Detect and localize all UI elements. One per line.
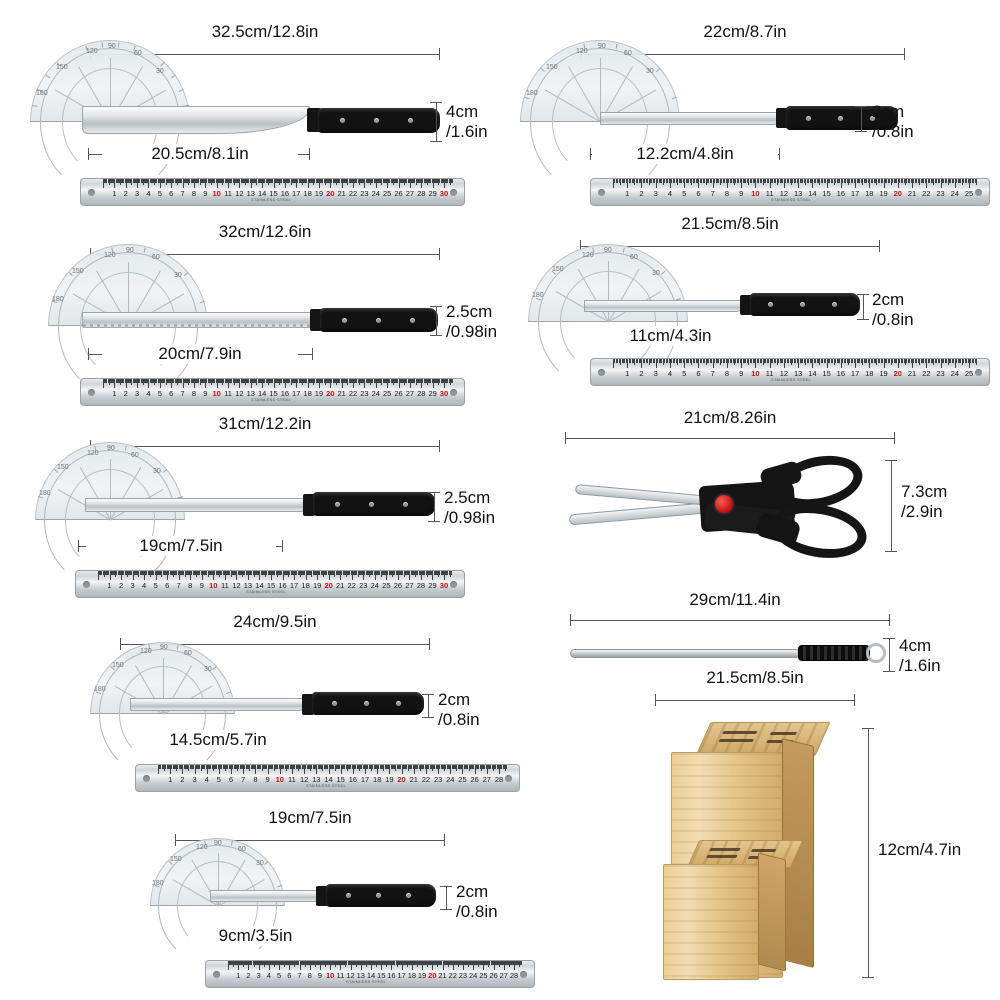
ruler-number: 10 (751, 369, 760, 378)
ruler-tick (452, 379, 453, 383)
sharpening-rod-icon (570, 637, 900, 671)
ruler-number: 8 (188, 581, 193, 590)
dim-line-boning-height (857, 294, 869, 320)
label-slicing-blade: 19cm/7.5in (86, 536, 276, 556)
ruler-number: 12 (232, 581, 241, 590)
label-shears-height: 7.3cm /2.9in (901, 482, 948, 521)
ruler-number: 8 (724, 369, 729, 378)
ruler-number: 19 (879, 189, 888, 198)
ruler-number: 24 (950, 369, 959, 378)
ruler-number: 27 (482, 775, 491, 784)
ruler-number: 6 (169, 189, 174, 198)
ruler-number: 5 (276, 971, 282, 980)
ruler-number: 3 (135, 389, 140, 398)
ruler-number: 17 (850, 189, 860, 198)
ruler-number: 29 (428, 189, 437, 198)
item-bread-knife (30, 218, 498, 402)
ruler-number: 11 (224, 189, 232, 198)
ruler-number: 22 (922, 189, 931, 198)
label-paring-blade: 9cm/3.5in (188, 926, 323, 946)
ruler-number: 10 (212, 189, 221, 198)
ruler-number: 6 (696, 189, 701, 198)
item-steak-knife (520, 18, 974, 202)
ruler-28cm: STAINLESS STEEL 1 2 3 4 5 6 7 8 9 10 11 12 13 14 15 16 17 18 19 20 21 22 23 24 25 26 27 28 (135, 764, 520, 792)
ruler-number: 20 (324, 581, 333, 590)
ruler-number: 17 (289, 581, 299, 590)
ruler-number: 26 (394, 189, 403, 198)
ruler-number: 12 (779, 369, 789, 378)
ruler-number: 14 (366, 971, 376, 980)
ruler-number: 18 (865, 189, 874, 198)
ruler-number: 2 (639, 369, 644, 378)
ruler-number: 15 (377, 971, 386, 980)
ruler-number: 20 (428, 971, 437, 980)
ruler-number: 4 (142, 581, 147, 590)
ruler-tick (506, 765, 507, 769)
ruler-number: 30 (439, 581, 449, 590)
ruler-number: 25 (382, 581, 391, 590)
ruler-number: 1 (168, 775, 173, 784)
ruler-number: 28 (494, 775, 504, 784)
ruler-number: 12 (235, 389, 244, 398)
ruler-number: 10 (751, 189, 760, 198)
ruler-number: 19 (314, 189, 324, 198)
ruler-number: 13 (356, 971, 365, 980)
ruler-number: 2 (123, 389, 128, 398)
ruler-number: 25 (382, 189, 392, 198)
ruler-number: 12 (299, 775, 309, 784)
knife-block-icon (655, 722, 855, 980)
ruler-number: 6 (165, 581, 170, 590)
ruler-number: 30 (439, 189, 449, 198)
ruler-number: 15 (266, 581, 276, 590)
ruler-number: 8 (307, 971, 312, 980)
ruler-number: 21 (907, 189, 917, 198)
ruler-number: 27 (499, 971, 508, 980)
protractor-icon: 180 150 120 90 60 30 (48, 244, 208, 326)
ruler-number: 7 (180, 389, 185, 398)
item-boning-knife (520, 208, 974, 398)
kitchen-shears-icon (565, 455, 895, 565)
ruler-number: 5 (153, 581, 158, 590)
ruler-number: 18 (303, 389, 312, 398)
ruler-number: 7 (176, 581, 181, 590)
ruler-number: 2 (118, 581, 124, 590)
ruler-number: 17 (850, 369, 860, 378)
protractor-icon: 180 150 120 90 60 30 (528, 244, 688, 322)
paring-knife-icon (210, 882, 470, 912)
ruler-number: 21 (337, 189, 346, 198)
ruler-25cm: STAINLESS STEEL 1 2 3 4 5 6 7 8 9 10 11 12 13 14 15 16 17 18 19 20 21 22 23 24 25 (590, 178, 990, 206)
dim-line-shears-length (565, 432, 895, 444)
ruler-number: 22 (421, 775, 431, 784)
ruler-number: 9 (739, 369, 744, 378)
ruler-number: 21 (409, 775, 418, 784)
ruler-25cm: STAINLESS STEEL 1 2 3 4 5 6 7 8 9 10 11 12 13 14 15 16 17 18 19 20 21 22 23 24 25 (590, 358, 990, 386)
ruler-number: 3 (192, 775, 197, 784)
ruler-number: 4 (667, 189, 673, 198)
ruler-number: 16 (836, 369, 845, 378)
ruler-number: 19 (385, 775, 394, 784)
ruler-number: 5 (682, 369, 687, 378)
ruler-number: 1 (112, 189, 117, 198)
label-chef-blade: 20.5cm/8.1in (102, 144, 298, 164)
ruler-number: 3 (130, 581, 135, 590)
ruler-number: 19 (314, 389, 324, 398)
ruler-number: 27 (405, 581, 414, 590)
ruler-30cm: STAINLESS STEEL 1 2 3 4 5 6 7 8 9 10 11 12 13 14 15 16 17 18 19 20 21 22 23 24 25 26 27 28 29 30 (75, 570, 465, 598)
ruler-number: 11 (288, 775, 296, 784)
item-knife-block (600, 668, 962, 1000)
ruler-number: 12 (346, 971, 355, 980)
ruler-number: 9 (203, 189, 208, 198)
ruler-number: 3 (653, 189, 658, 198)
ruler-number: 29 (428, 389, 437, 398)
ruler-number: 28 (509, 971, 519, 980)
ruler-number: 14 (808, 189, 817, 198)
ruler-number: 22 (448, 971, 457, 980)
dim-line-utility-height (422, 694, 434, 718)
item-chef-knife (30, 18, 488, 202)
ruler-number: 16 (280, 189, 290, 198)
dim-line-chef-height (430, 102, 442, 142)
ruler-number: 24 (370, 581, 379, 590)
ruler-number: 17 (292, 389, 301, 398)
ruler-number: 3 (653, 369, 658, 378)
ruler-number: 13 (793, 369, 803, 378)
ruler-number: 7 (180, 189, 185, 198)
item-paring-knife (150, 808, 530, 998)
label-slicing-length: 31cm/12.2in (218, 414, 312, 433)
ruler-30cm: STAINLESS STEEL 1 2 3 4 5 6 7 8 9 10 11 12 13 14 15 16 17 18 19 20 21 22 23 24 25 26 27 28 29 30 (80, 178, 465, 206)
ruler-number: 1 (625, 189, 630, 198)
ruler-number: 8 (191, 189, 197, 198)
ruler-number: 26 (393, 581, 403, 590)
ruler-number: 10 (325, 971, 335, 980)
ruler-number: 5 (157, 389, 162, 398)
ruler-number: 15 (269, 389, 278, 398)
ruler-number: 21 (336, 581, 345, 590)
ruler-number: 18 (865, 369, 874, 378)
ruler-number: 22 (347, 581, 356, 590)
ruler-number: 16 (387, 971, 396, 980)
ruler-number: 20 (397, 775, 406, 784)
ruler-number: 9 (265, 775, 270, 784)
ruler-tick (521, 961, 522, 965)
ruler-number: 9 (199, 581, 204, 590)
ruler-tick (976, 359, 977, 365)
ruler-number: 14 (255, 581, 264, 590)
label-paring-height: 2cm /0.8in (456, 882, 498, 921)
ruler-number: 5 (682, 189, 687, 198)
ruler-number: 21 (337, 389, 346, 398)
ruler-number: 13 (246, 189, 255, 198)
slicing-knife-icon (85, 490, 440, 522)
dim-line-block-height (862, 728, 874, 978)
dim-line-paring-height (440, 886, 452, 910)
ruler-number: 27 (405, 389, 415, 398)
ruler-number: 23 (936, 189, 945, 198)
ruler-number: 29 (428, 581, 437, 590)
label-boning-height: 2cm /0.8in (872, 290, 914, 329)
ruler-number: 9 (317, 971, 323, 980)
ruler-number: 25 (382, 389, 392, 398)
ruler-number: 15 (822, 189, 831, 198)
dim-line-block-width (655, 694, 855, 706)
ruler-number: 15 (822, 369, 831, 378)
ruler-number: 2 (639, 189, 644, 198)
ruler-number: 16 (836, 189, 845, 198)
ruler-number: 5 (216, 775, 221, 784)
ruler-number: 23 (359, 581, 368, 590)
label-steak-blade: 12.2cm/4.8in (592, 144, 778, 164)
ruler-number: 22 (922, 369, 931, 378)
ruler-number: 26 (470, 775, 479, 784)
label-paring-length: 19cm/7.5in (268, 808, 352, 827)
dim-line-steak-height (855, 106, 867, 132)
ruler-number: 28 (417, 389, 426, 398)
ruler-number: 24 (371, 389, 380, 398)
ruler-number: 6 (228, 775, 234, 784)
ruler-number: 4 (667, 369, 673, 378)
ruler-number: 19 (879, 369, 888, 378)
ruler-number: 14 (808, 369, 817, 378)
protractor-icon: 180 150 120 90 60 30 (150, 838, 285, 906)
ruler-number: 20 (893, 189, 902, 198)
ruler-number: 6 (287, 971, 292, 980)
ruler-number: 8 (191, 389, 197, 398)
label-block-width: 21.5cm/8.5in (706, 668, 804, 687)
ruler-number: 5 (157, 189, 162, 198)
dim-line-shears-height (885, 460, 897, 552)
label-rod-length: 29cm/11.4in (689, 590, 781, 609)
ruler-number: 24 (468, 971, 478, 980)
ruler-number: 26 (489, 971, 498, 980)
ruler-number: 26 (394, 389, 403, 398)
ruler-number: 7 (710, 369, 715, 378)
ruler-number: 25 (458, 775, 467, 784)
label-boning-blade: 11cm/4.3in (588, 326, 753, 346)
ruler-number: 23 (458, 971, 468, 980)
ruler-tick (976, 179, 977, 185)
ruler-number: 16 (278, 581, 287, 590)
dim-line-rod-length (570, 614, 890, 626)
label-steak-height: 2cm /0.8in (872, 102, 914, 141)
label-bread-length: 32cm/12.6in (218, 222, 312, 241)
protractor-icon: 180 150 120 90 60 30 (520, 40, 680, 122)
boning-knife-icon (584, 290, 904, 322)
ruler-number: 13 (312, 775, 321, 784)
ruler-number: 16 (280, 389, 290, 398)
ruler-number: 10 (209, 581, 218, 590)
ruler-number: 15 (269, 189, 278, 198)
ruler-number: 10 (212, 389, 221, 398)
label-steak-length: 22cm/8.7in (703, 22, 787, 41)
ruler-number: 12 (779, 189, 789, 198)
label-slicing-height: 2.5cm /0.98in (444, 488, 496, 527)
ruler-number: 23 (433, 775, 443, 784)
ruler-number: 25 (964, 369, 974, 378)
label-shears-length: 21cm/8.26in (683, 408, 777, 427)
ruler-number: 18 (407, 971, 417, 980)
ruler-number: 1 (236, 971, 241, 980)
ruler-number: 23 (360, 389, 369, 398)
dim-line-slicing-height (428, 492, 440, 522)
dim-line-bread-height (430, 306, 442, 336)
label-chef-height: 4cm /1.6in (446, 102, 488, 141)
ruler-number: 7 (241, 775, 246, 784)
ruler-number: 13 (246, 389, 255, 398)
ruler-number: 11 (765, 369, 774, 378)
ruler-number: 8 (253, 775, 258, 784)
protractor-icon: 180 150 120 90 60 30 (90, 642, 235, 714)
ruler-number: 19 (417, 971, 427, 980)
pivot-screw-icon (713, 493, 735, 515)
ruler-number: 21 (907, 369, 917, 378)
ruler-number: 30 (439, 389, 449, 398)
ruler-number: 4 (266, 971, 271, 980)
ruler-number: 2 (180, 775, 185, 784)
ruler-number: 24 (950, 189, 959, 198)
ruler-number: 18 (303, 189, 312, 198)
ruler-number: 1 (112, 389, 117, 398)
ruler-number: 2 (246, 971, 251, 980)
item-slicing-knife (30, 412, 496, 602)
ruler-number: 9 (203, 389, 208, 398)
ruler-number: 11 (224, 389, 232, 398)
ruler-number: 3 (135, 189, 140, 198)
label-chef-length: 32.5cm/12.8in (211, 22, 319, 41)
label-rod-height: 4cm /1.6in (899, 636, 941, 675)
ruler-number: 19 (312, 581, 322, 590)
ruler-number: 1 (625, 369, 630, 378)
label-utility-length: 24cm/9.5in (233, 612, 317, 631)
ruler-number: 27 (405, 189, 415, 198)
ruler-number: 23 (360, 189, 369, 198)
item-kitchen-shears (545, 410, 965, 580)
ruler-number: 28 (417, 189, 426, 198)
ruler-number: 4 (146, 389, 151, 398)
ruler-number: 11 (336, 971, 345, 980)
ruler-number: 28 (416, 581, 426, 590)
label-bread-height: 2.5cm /0.98in (446, 302, 498, 341)
ruler-number: 3 (256, 971, 261, 980)
utility-knife-icon (130, 690, 430, 720)
ruler-number: 14 (257, 389, 267, 398)
ruler-number: 7 (710, 189, 715, 198)
ruler-number: 18 (373, 775, 382, 784)
ruler-number: 11 (220, 581, 229, 590)
ruler-number: 14 (324, 775, 333, 784)
ruler-number: 8 (724, 189, 729, 198)
ruler-number: 10 (275, 775, 284, 784)
ruler-30cm: STAINLESS STEEL 1 2 3 4 5 6 7 8 9 10 11 12 13 14 15 16 17 18 19 20 21 22 23 24 25 26 27 28 29 30 (80, 378, 465, 406)
label-boning-length: 21.5cm/8.5in (681, 214, 779, 233)
ruler-number: 6 (169, 389, 174, 398)
chef-knife-icon (82, 102, 440, 138)
ruler-number: 25 (479, 971, 488, 980)
protractor-icon: 180 150 120 90 60 30 (35, 442, 185, 520)
ruler-number: 17 (292, 189, 301, 198)
label-bread-blade: 20cm/7.9in (102, 344, 298, 364)
ruler-number: 15 (336, 775, 345, 784)
ruler-number: 1 (107, 581, 112, 590)
ruler-tick (452, 179, 453, 183)
ruler-number: 9 (739, 189, 744, 198)
ruler-number: 20 (326, 189, 335, 198)
ruler-number: 24 (371, 189, 380, 198)
ruler-number: 11 (765, 189, 774, 198)
label-utility-blade: 14.5cm/5.7in (132, 730, 304, 750)
ruler-number: 17 (360, 775, 370, 784)
label-block-height: 12cm/4.7in (878, 840, 962, 859)
ruler-tick (451, 571, 452, 575)
ruler-number: 25 (964, 189, 974, 198)
ruler-number: 14 (257, 189, 267, 198)
ruler-number: 21 (438, 971, 447, 980)
ruler-number: 2 (123, 189, 128, 198)
dim-line-rod-height (883, 638, 895, 672)
ruler-number: 22 (348, 389, 358, 398)
ruler-number: 17 (397, 971, 406, 980)
ruler-number: 23 (936, 369, 945, 378)
ruler-number: 22 (348, 189, 358, 198)
ruler-number: 13 (793, 189, 803, 198)
ruler-number: 12 (235, 189, 244, 198)
label-utility-height: 2cm /0.8in (438, 690, 480, 729)
ruler-number: 20 (326, 389, 335, 398)
ruler-number: 7 (297, 971, 302, 980)
bread-knife-icon (82, 306, 440, 338)
ruler-number: 18 (301, 581, 310, 590)
ruler-number: 24 (446, 775, 455, 784)
ruler-number: 4 (146, 189, 151, 198)
ruler-number: 16 (348, 775, 358, 784)
ruler-number: 13 (243, 581, 253, 590)
protractor-icon: 180 150 120 90 60 30 (30, 40, 190, 122)
ruler-number: 4 (204, 775, 209, 784)
item-utility-knife (90, 612, 504, 802)
ruler-number: 20 (893, 369, 902, 378)
ruler-28cm: STAINLESS STEEL 1 2 3 4 5 6 7 8 9 10 11 12 13 14 15 16 17 18 19 20 21 22 23 24 25 26 27 28 (205, 960, 535, 988)
ruler-number: 6 (696, 369, 701, 378)
